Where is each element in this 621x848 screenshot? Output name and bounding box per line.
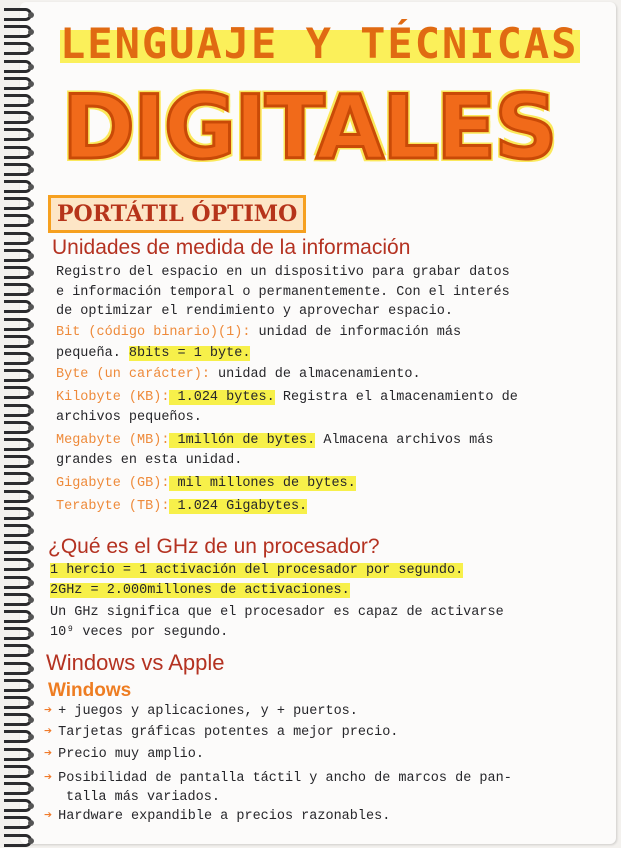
binding-hole: [28, 459, 34, 465]
gigabyte-highlight: mil millones de bytes.: [169, 476, 356, 491]
binding-hole: [28, 356, 34, 362]
binding-hole: [28, 322, 34, 328]
binding-hole: [28, 786, 34, 792]
binding-hole: [28, 752, 34, 758]
units-heading: Unidades de medida de la información: [52, 236, 411, 259]
section-label: PORTÁTIL ÓPTIMO: [48, 195, 306, 233]
bit-line2-highlight: 8bits = 1 byte.: [128, 346, 251, 361]
binding-hole: [28, 218, 34, 224]
binding-hole: [28, 666, 34, 672]
windows-item-3-text: Precio muy amplio.: [58, 747, 204, 762]
gigabyte-line: [56, 475, 356, 493]
byte-line: [56, 366, 421, 384]
binding-hole: [28, 528, 34, 534]
kilobyte-highlight: 1.024 bytes.: [169, 390, 275, 405]
binding-hole: [28, 683, 34, 689]
kilobyte-desc: Registra el almacenamiento de: [274, 390, 518, 405]
binding-hole: [28, 838, 34, 844]
bit-line2-pre: pequeña.: [56, 346, 129, 361]
binding-hole: [28, 150, 34, 156]
binding-hole: [28, 425, 34, 431]
binding-hole: [28, 442, 34, 448]
arrow-icon: ➔: [44, 704, 53, 719]
ghz-line-2: [50, 582, 350, 600]
binding-hole: [28, 201, 34, 207]
megabyte-desc: Almacena archivos más: [315, 433, 494, 448]
binding-hole: [28, 12, 34, 18]
binding-hole: [28, 614, 34, 620]
binding-hole: [28, 562, 34, 568]
units-intro-3: de optimizar el rendimiento y aprovechar espacio.: [56, 304, 453, 319]
windows-item-2: [44, 724, 398, 742]
megabyte-line: [56, 432, 493, 450]
ghz-line-2-text: 2GHz = 2.000millones de activaciones.: [50, 583, 350, 598]
compare-heading: Windows vs Apple: [46, 650, 225, 675]
windows-subheading: Windows: [48, 680, 132, 701]
title-line-2: DIGITALES: [62, 76, 556, 179]
bit-term: Bit (código binario)(1):: [56, 325, 251, 340]
arrow-icon: ➔: [44, 747, 53, 762]
binding-hole: [28, 64, 34, 70]
binding-hole: [28, 631, 34, 637]
binding-hole: [28, 373, 34, 379]
windows-item-2-text: Tarjetas gráficas potentes a mejor precio.: [58, 725, 399, 740]
binding-hole: [28, 769, 34, 775]
binding-hole: [28, 734, 34, 740]
binding-hole: [28, 46, 34, 52]
bit-line-2: [56, 345, 250, 363]
windows-item-4-text: Posibilidad de pantalla táctil y ancho de marcos de pan-: [58, 771, 512, 786]
binding-hole: [28, 253, 34, 259]
binding-hole: [28, 115, 34, 121]
binding-hole: [28, 98, 34, 104]
binding-hole: [28, 390, 34, 396]
ghz-line-3: Un GHz significa que el procesador es capaz de activarse: [50, 605, 504, 620]
binding-hole: [28, 270, 34, 276]
binding-hole: [28, 408, 34, 414]
bit-desc: unidad de información más: [250, 325, 462, 340]
binding-hole: [28, 236, 34, 242]
ghz-line-1-text: 1 hercio = 1 activación del procesador por segundo.: [50, 563, 464, 578]
terabyte-term: Terabyte (TB):: [56, 499, 170, 514]
binding-hole: [28, 132, 34, 138]
kilobyte-line: [56, 389, 518, 407]
ghz-line-4: 10⁹ veces por segundo.: [50, 625, 229, 640]
gigabyte-term: Gigabyte (GB):: [56, 476, 170, 491]
binding-hole: [28, 81, 34, 87]
binding-hole: [28, 597, 34, 603]
title-line-1: LENGUAJE Y TÉCNICAS: [60, 14, 580, 74]
kilobyte-line-2: archivos pequeños.: [56, 410, 202, 425]
arrow-icon: ➔: [44, 725, 53, 740]
binding-hole: [28, 29, 34, 35]
windows-item-1: [44, 703, 358, 721]
binding-hole: [28, 511, 34, 517]
arrow-icon: ➔: [44, 771, 53, 786]
spiral-binding: [0, 0, 40, 848]
windows-item-5: [44, 808, 390, 826]
arrow-icon: ➔: [44, 809, 53, 824]
binding-hole: [28, 304, 34, 310]
binding-hole: [28, 494, 34, 500]
windows-item-4: [44, 770, 512, 788]
binding-hole: [28, 167, 34, 173]
units-intro-2: e información temporal o permanentemente. Con el interés: [56, 285, 510, 300]
binding-hole: [28, 184, 34, 190]
megabyte-term: Megabyte (MB):: [56, 433, 170, 448]
windows-item-1-text: + juegos y aplicaciones, y + puertos.: [58, 704, 358, 719]
windows-item-5-text: Hardware expandible a precios razonables.: [58, 809, 391, 824]
binding-hole: [28, 700, 34, 706]
binding-hole: [28, 717, 34, 723]
binding-hole: [28, 339, 34, 345]
megabyte-highlight: 1millón de bytes.: [169, 433, 316, 448]
binding-hole: [28, 820, 34, 826]
binding-hole: [28, 287, 34, 293]
kilobyte-term: Kilobyte (KB):: [56, 390, 170, 405]
megabyte-line-2: grandes en esta unidad.: [56, 453, 243, 468]
binding-hole: [28, 580, 34, 586]
ghz-line-1: [50, 562, 463, 580]
binding-hole: [28, 545, 34, 551]
windows-item-4-cont: talla más variados.: [66, 790, 220, 805]
ghz-heading: ¿Qué es el GHz de un procesador?: [48, 535, 380, 558]
byte-term: Byte (un carácter):: [56, 367, 210, 382]
terabyte-highlight: 1.024 Gigabytes.: [169, 499, 308, 514]
terabyte-line: [56, 498, 307, 516]
windows-item-3: [44, 746, 204, 764]
units-intro-1: Registro del espacio en un dispositivo para grabar datos: [56, 265, 510, 280]
binding-hole: [28, 648, 34, 654]
binding-hole: [28, 476, 34, 482]
byte-desc: unidad de almacenamiento.: [209, 367, 421, 382]
binding-hole: [28, 803, 34, 809]
bit-line: [56, 324, 461, 342]
